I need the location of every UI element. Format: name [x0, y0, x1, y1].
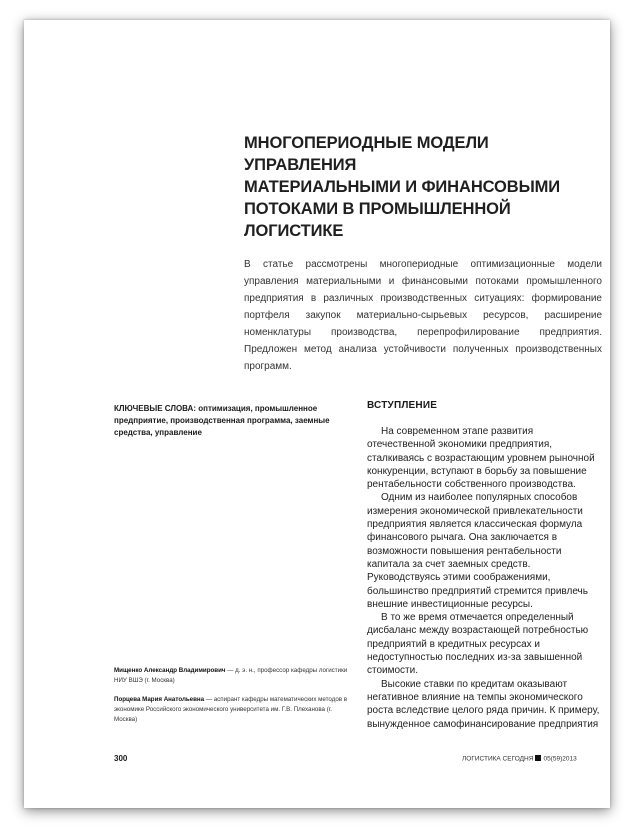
title-line: ПОТОКАМИ В ПРОМЫШЛЕННОЙ ЛОГИСТИКЕ	[244, 200, 511, 240]
author-note	[114, 666, 354, 686]
article-body	[367, 425, 600, 731]
author-notes	[114, 666, 354, 734]
article-title	[244, 132, 604, 242]
journal-page	[24, 20, 610, 808]
body-paragraph: Высокие ставки по кредитам оказывают негативное влияние на темпы экономического роста вследствие целого ряда причин. К примеру, вынужденное самофинансирование предприятия	[367, 678, 600, 730]
body-paragraph: В то же время отмечается определенный дисбаланс между возрастающей потребностью предприятий в кредитных ресурсах и недоступностью последних из-за завышенной стоимости.	[367, 612, 589, 677]
page-number: 300	[114, 754, 128, 763]
author-name: Мищенко Александр Владимирович	[114, 667, 226, 674]
article-abstract: В статье рассмотрены многопериодные оптимизационные модели управления материальными и финансовыми потоками промышленного предприятия в различных производственных ситуациях: формирование портфеля закупок материально-сырьевых ресурсов, расширение номенклатуры производства, перепрофилирование предприятия. Предложен метод анализа устойчивости полученных производственных программ.	[244, 259, 602, 372]
square-icon	[535, 755, 541, 761]
title-line: МНОГОПЕРИОДНЫЕ МОДЕЛИ УПРАВЛЕНИЯ	[244, 134, 489, 174]
body-paragraph: На современном этапе развития отечественной экономики предприятия, сталкиваясь с возрастающим уровнем рыночной конкуренции, вступают в борьбу за повышение рентабельности собственного производства.	[367, 426, 595, 491]
body-paragraph: Одним из наиболее популярных способов измерения экономической привлекательности предприятия является классическая формула финансового рычага. Она заключается в возможности повышения рентабельности капитала за счет заемных средств. Руководствуясь этими соображениями, большинство предприятий стремится привлечь внешние инвестиционные ресурсы.	[367, 492, 588, 610]
author-details: — д. э. н., профессор кафедры логистики НИУ ВШЭ (г. Москва)	[114, 667, 348, 684]
section-heading: ВСТУПЛЕНИЕ	[367, 400, 438, 411]
author-details: — аспирант кафедры математических методов в экономике Российского экономического университета им. Г.В. Плеханова (г. Москва)	[114, 696, 348, 723]
author-note	[114, 695, 354, 725]
title-line: МАТЕРИАЛЬНЫМИ И ФИНАНСОВЫМИ	[244, 178, 561, 196]
issue-number: 05(59)2013	[543, 755, 577, 763]
author-name: Порцева Мария Анатольевна	[114, 696, 205, 703]
journal-name: ЛОГИСТИКА СЕГОДНЯ	[462, 755, 534, 763]
keywords: КЛЮЧЕВЫЕ СЛОВА: оптимизация, промышленное предприятие, производственная программа, заемные средства, управление	[114, 404, 330, 437]
running-footer	[462, 755, 577, 763]
